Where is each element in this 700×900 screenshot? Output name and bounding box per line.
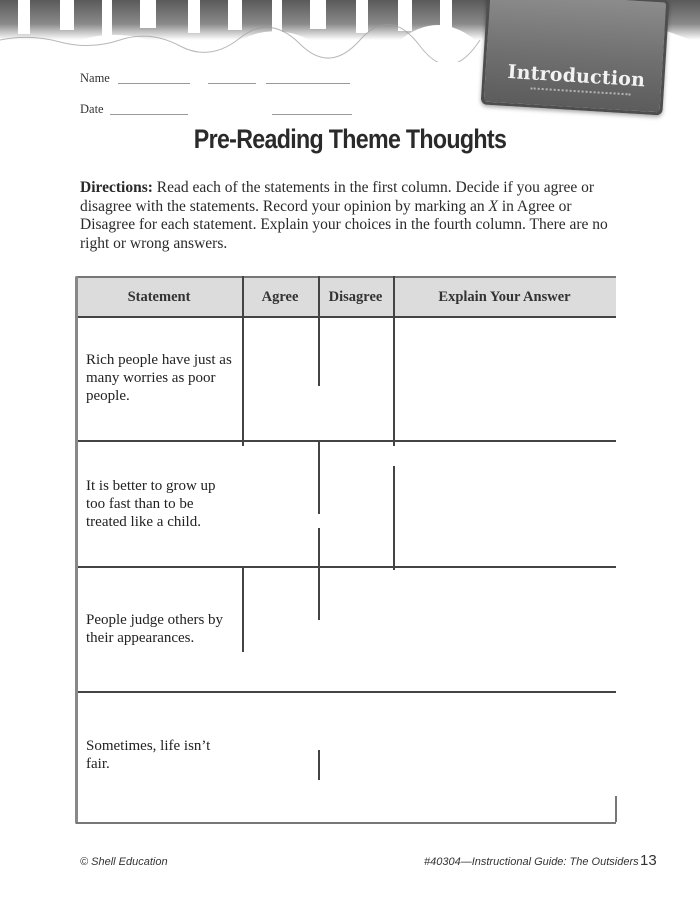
directions-paragraph	[80, 179, 625, 253]
row-separator-2	[78, 566, 616, 568]
row-1-explain-cell[interactable]	[395, 316, 614, 438]
header-agree: Agree	[261, 289, 299, 305]
directions-lead: Directions:	[80, 179, 153, 196]
directions-x: X	[488, 197, 498, 215]
row-separator-3	[78, 691, 616, 693]
header-statement: Statement	[127, 289, 191, 305]
footer-product: #40304—Instructional Guide: The Outsiders	[424, 856, 639, 868]
table-row-1-statement: Rich people have just as many worries as poor people.	[86, 352, 232, 404]
table-right-edge	[615, 796, 617, 822]
table-header-row	[76, 276, 616, 318]
date-label: Date	[80, 102, 104, 116]
page-number: 13	[640, 852, 657, 869]
date-line-2[interactable]	[272, 113, 352, 115]
name-label: Name	[80, 71, 110, 85]
row-2-agree-cell[interactable]	[244, 444, 316, 564]
row-4-explain-cell[interactable]	[395, 695, 614, 820]
section-tab	[481, 0, 670, 115]
header-disagree: Disagree	[328, 289, 383, 305]
page-title: Pre-Reading Theme Thoughts	[193, 124, 507, 154]
row-2-explain-cell[interactable]	[395, 444, 614, 564]
table-bottom-line	[76, 822, 616, 824]
name-line-3[interactable]	[266, 82, 350, 84]
directions-text-1: Read each of the statements in the first column. Decide if you agree or disagree with the statements. Record your opinion by marking an	[80, 179, 595, 215]
row-3-explain-cell[interactable]	[395, 570, 614, 689]
name-line-1[interactable]	[118, 82, 190, 84]
table-row-4-statement: Sometimes, life isn’t fair.	[86, 738, 211, 772]
section-tab-label: Introduction	[506, 60, 646, 92]
row-3-disagree-cell[interactable]	[320, 570, 391, 689]
row-4-disagree-cell[interactable]	[320, 695, 391, 820]
row-1-agree-cell[interactable]	[244, 316, 316, 438]
row-3-agree-cell[interactable]	[244, 570, 316, 689]
row-1-disagree-cell[interactable]	[320, 316, 391, 438]
table-left-edge	[75, 276, 78, 824]
row-4-agree-cell[interactable]	[244, 695, 316, 820]
theme-thoughts-table	[76, 276, 616, 824]
header-explain: Explain Your Answer	[438, 289, 571, 305]
date-field-row	[80, 102, 104, 117]
date-line-1[interactable]	[110, 113, 188, 115]
name-line-2[interactable]	[208, 82, 256, 84]
table-row-2-statement: It is better to grow up too fast than to be treated like a child.	[86, 478, 216, 530]
directions-text-2: in Agree or Disagree for each statement. Explain your choices in the fourth column. There are no right or wrong answers.	[80, 197, 608, 252]
footer-publisher: © Shell Education	[80, 856, 168, 868]
row-separator-1	[78, 440, 616, 442]
row-2-disagree-cell[interactable]	[320, 444, 391, 564]
table-row-3-statement: People judge others by their appearances.	[86, 612, 224, 646]
name-field-row	[80, 71, 110, 86]
